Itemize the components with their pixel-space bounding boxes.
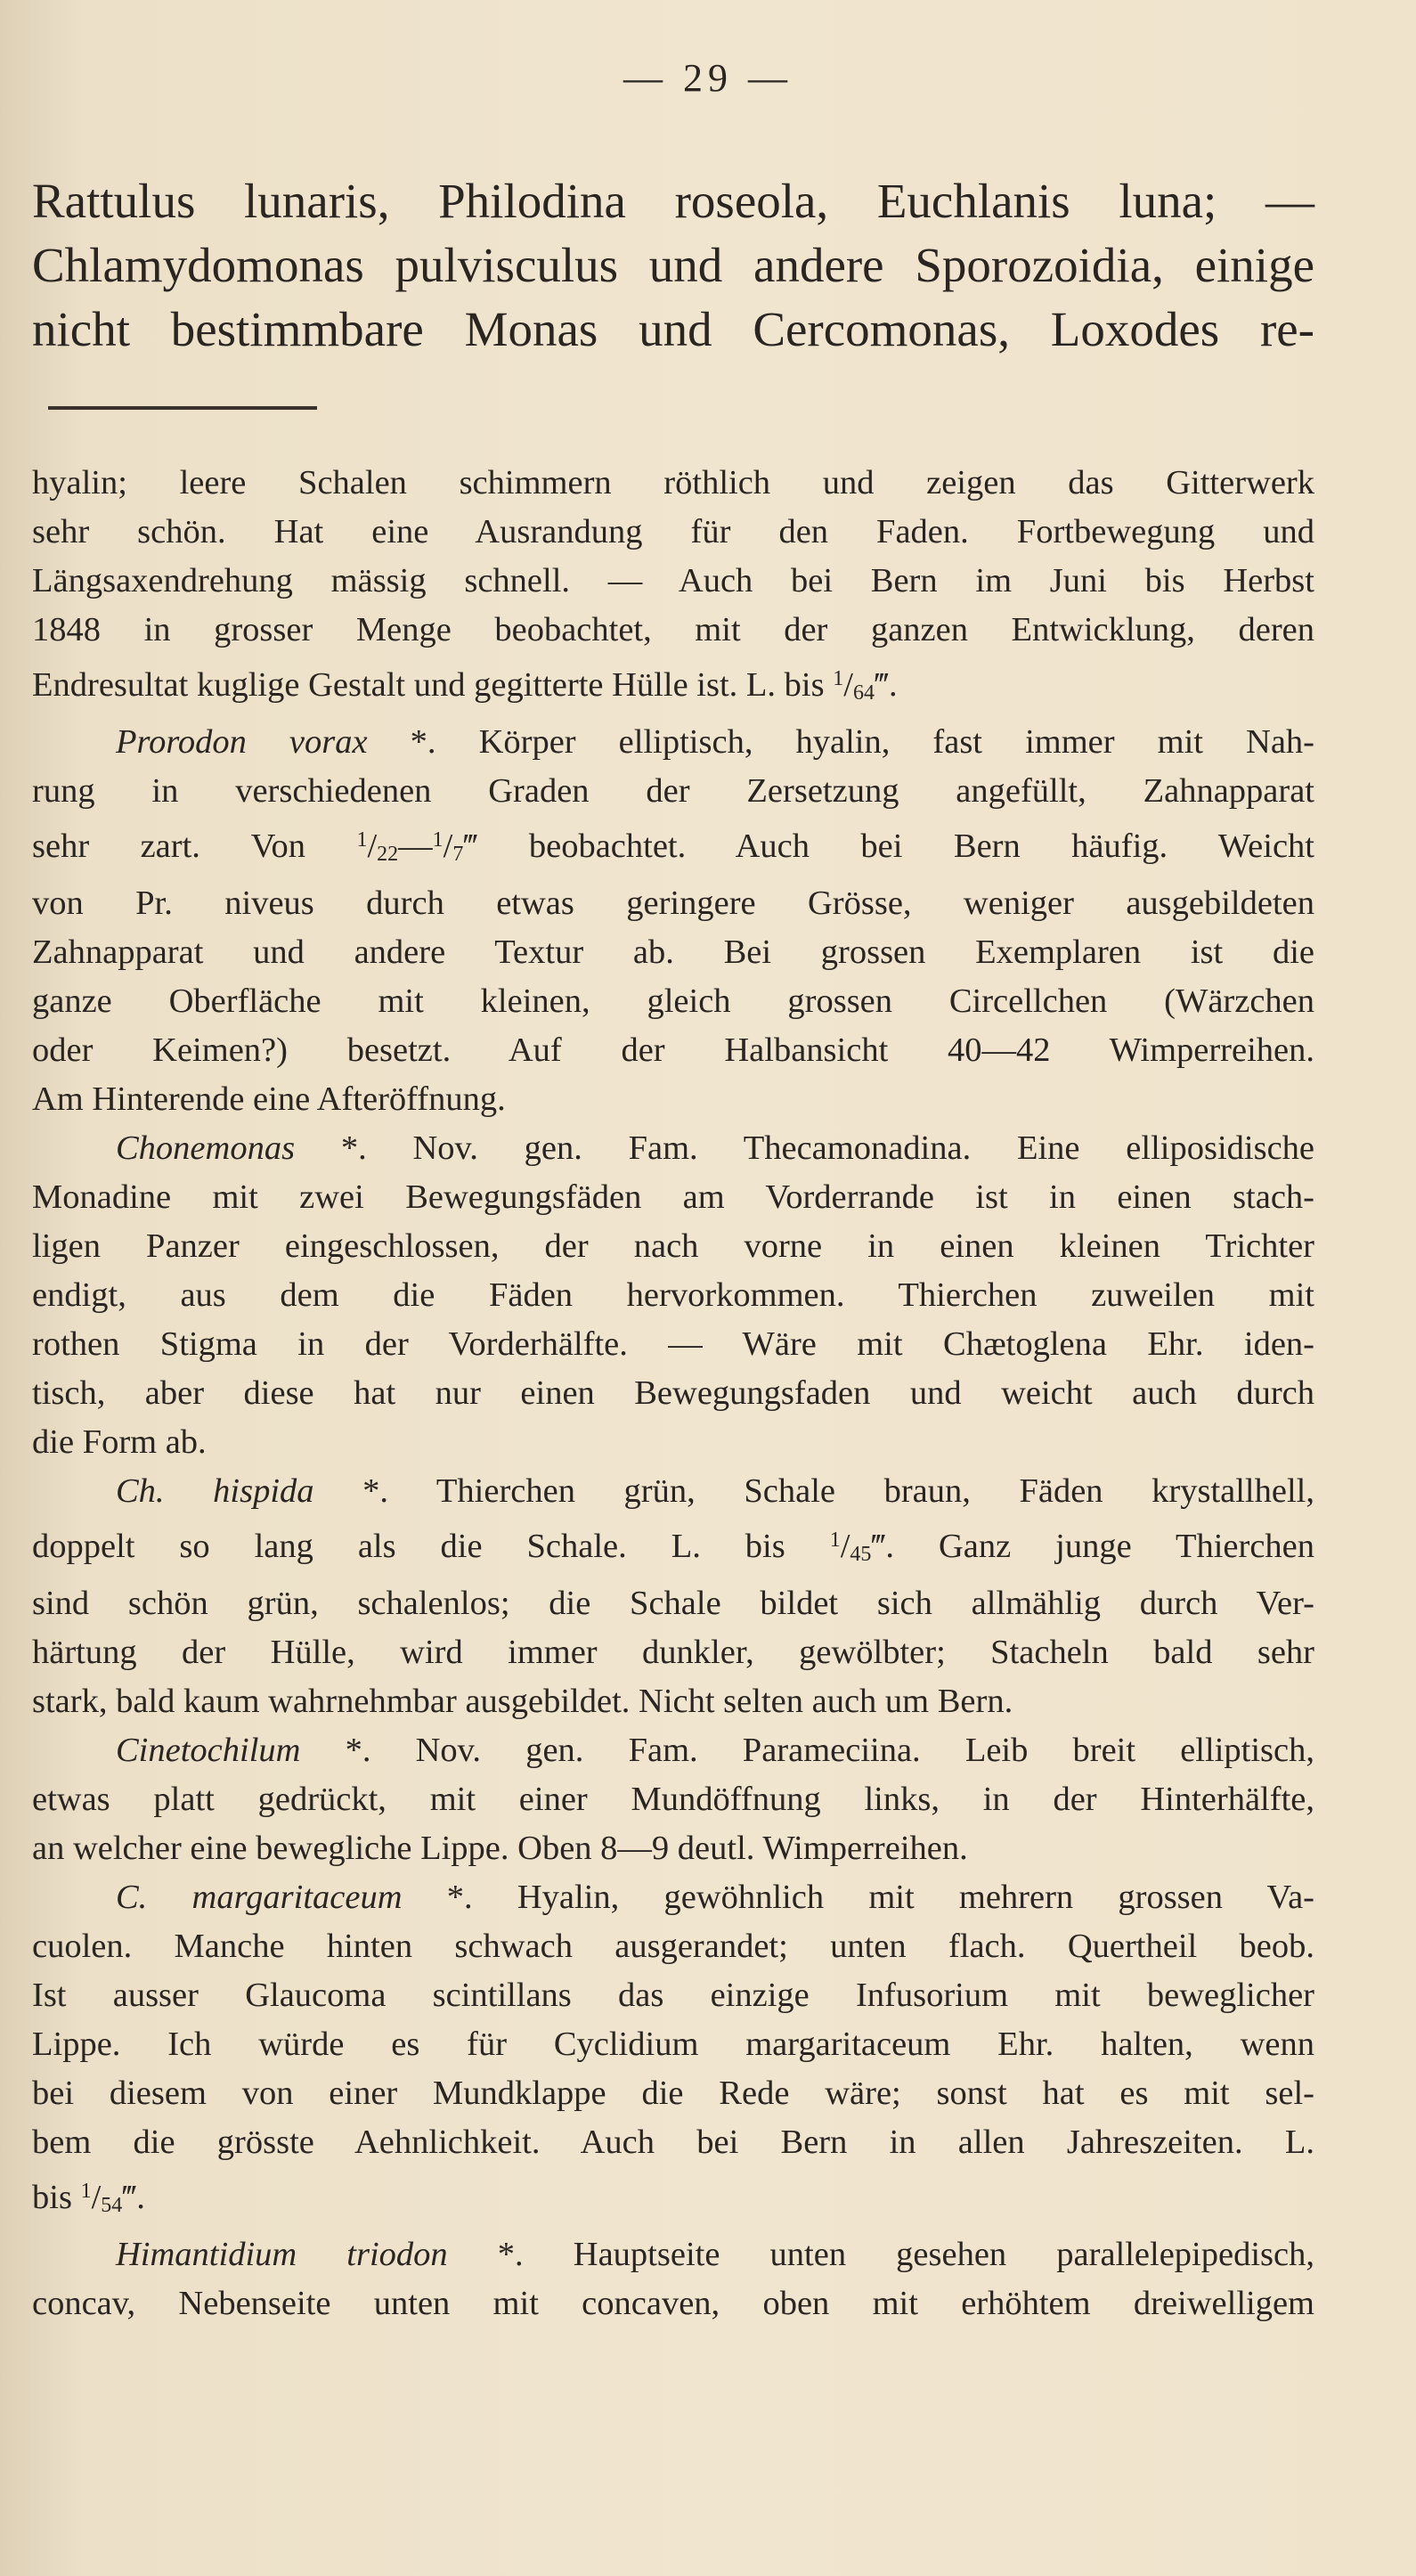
text-line: stark, bald kaum wahrnehmbar ausgebildet. Nicht selten auch um Bern. (32, 1683, 1013, 1720)
text-segment: sehr zart. Von (32, 827, 357, 865)
text-line: sehr schön. Hat eine Ausrandung für den Faden. Fortbewegung und (32, 513, 1314, 550)
large-text-line: Chlamydomonas pulvisculus und andere Sporozoidia, einige (32, 238, 1314, 292)
text-line: rung in verschiedenen Graden der Zersetzung angefüllt, Zahnapparat (32, 772, 1314, 810)
text-segment: *. Körper elliptisch, hyalin, fast immer mit Nah- (367, 723, 1314, 761)
section-separator-rule (48, 406, 317, 410)
text-line: etwas platt gedrückt, mit einer Mundöffnung links, in der Hinterhälfte, (32, 1781, 1314, 1818)
species-name: Prorodon vorax (116, 723, 368, 761)
fraction-numerator: 1 (833, 667, 844, 690)
large-text-line: Rattulus lunaris, Philodina roseola, Euchlanis luna; — (32, 174, 1314, 228)
text-line: von Pr. niveus durch etwas geringere Grösse, weniger ausgebildeten (32, 884, 1314, 922)
text-line (32, 1467, 1314, 1516)
text-segment: *. Thierchen grün, Schale braun, Fäden krystallhell, (313, 1472, 1314, 1510)
main-text-block (32, 459, 1314, 2328)
text-line (32, 718, 1314, 767)
text-line: sehr zart. Von $^1/_{22}—^1/_7‴$ beobachtet. Auch bei Bern häufig. Weicht (32, 827, 1314, 866)
text-segment: ‴. (874, 666, 898, 704)
text-line: hyalin; leere Schalen schimmern röthlich und zeigen das Gitterwerk (32, 464, 1314, 501)
text-line (32, 1726, 1314, 1775)
text-line: die Form ab. (32, 1423, 207, 1461)
text-segment: ‴. Ganz junge Thierchen (871, 1528, 1315, 1565)
text-segment: *. Hauptseite unten gesehen parallelepipedisch, (447, 2236, 1314, 2273)
text-line (32, 2230, 1314, 2279)
text-line: bis $^1/_{54}‴$. (32, 2179, 145, 2217)
text-line: tisch, aber diese hat nur einen Bewegungsfaden und weicht auch durch (32, 1374, 1314, 1412)
fraction-numerator: 1 (356, 828, 368, 852)
text-line (32, 1124, 1314, 1173)
text-segment: *. Nov. gen. Fam. Parameciina. Leib breit elliptisch, (300, 1732, 1314, 1769)
text-segment: *. Hyalin, gewöhnlich mit mehrern grossen Va- (402, 1879, 1314, 1916)
genus-name: Cinetochilum (116, 1732, 301, 1769)
text-line: Lippe. Ich würde es für Cyclidium margaritaceum Ehr. halten, wenn (32, 2026, 1314, 2063)
text-line: an welcher eine bewegliche Lippe. Oben 8—9 deutl. Wimperreihen. (32, 1830, 968, 1867)
text-segment: bis (32, 2179, 81, 2216)
text-line: bei diesem von einer Mundklappe die Rede wäre; sonst hat es mit sel- (32, 2075, 1314, 2112)
text-segment: doppelt so lang als die Schale. L. bis (32, 1528, 830, 1565)
text-line: Am Hinterende eine Afteröffnung. (32, 1080, 506, 1118)
text-line: concav, Nebenseite unten mit concaven, oben mit erhöhtem dreiwelligem (32, 2285, 1314, 2322)
species-name: Himantidium triodon (116, 2236, 448, 2273)
text-line: rothen Stigma in der Vorderhälfte. — Wäre mit Chætoglena Ehr. iden- (32, 1325, 1314, 1363)
text-line: Zahnapparat und andere Textur ab. Bei grossen Exemplaren ist die (32, 933, 1314, 971)
text-line: ganze Oberfläche mit kleinen, gleich grossen Circellchen (Wärzchen (32, 982, 1314, 1020)
text-line: Monadine mit zwei Bewegungsfäden am Vorderrande ist in einen stach- (32, 1178, 1314, 1216)
fraction-denominator: 7 (452, 843, 464, 866)
text-segment: Endresultat kuglige Gestalt und gegitterte Hülle ist. L. bis (32, 666, 834, 704)
fraction-numerator: 1 (432, 828, 444, 852)
fraction-denominator: 54 (101, 2194, 123, 2217)
text-line: 1848 in grosser Menge beobachtet, mit der ganzen Entwicklung, deren (32, 611, 1314, 648)
text-line (32, 1873, 1314, 1922)
text-line: bem die grösste Aehnlichkeit. Auch bei Bern in allen Jahreszeiten. L. (32, 2124, 1314, 2161)
species-name: C. margaritaceum (116, 1879, 403, 1916)
text-line: härtung der Hülle, wird immer dunkler, gewölbter; Stacheln bald sehr (32, 1634, 1314, 1671)
text-segment: *. Nov. gen. Fam. Thecamonadina. Eine elliposidische (295, 1129, 1314, 1167)
fraction-denominator: 45 (850, 1543, 872, 1566)
text-line: ligen Panzer eingeschlossen, der nach vorne in einen kleinen Trichter (32, 1227, 1314, 1265)
page-number: — 29 — (623, 56, 793, 100)
fraction-denominator: 64 (852, 681, 875, 705)
text-segment: — (398, 827, 433, 865)
text-line: Ist ausser Glaucoma scintillans das einzige Infusorium mit beweglicher (32, 1977, 1314, 2014)
text-segment: ‴ beobachtet. Auch bei Bern häufig. Weicht (463, 827, 1314, 865)
text-line: oder Keimen?) besetzt. Auf der Halbansicht 40—42 Wimperreihen. (32, 1031, 1314, 1069)
text-segment: ‴. (122, 2179, 145, 2216)
text-line: sind schön grün, schalenlos; die Schale bildet sich allmählig durch Ver- (32, 1585, 1314, 1622)
text-line: Längsaxendrehung mässig schnell. — Auch bei Bern im Juni bis Herbst (32, 562, 1314, 599)
text-line: endigt, aus dem die Fäden hervorkommen. Thierchen zuweilen mit (32, 1276, 1314, 1314)
text-line: cuolen. Manche hinten schwach ausgerandet; unten flach. Quertheil beob. (32, 1928, 1314, 1965)
text-line: Endresultat kuglige Gestalt und gegitterte Hülle ist. L. bis $^1/_{64}‴$. (32, 666, 898, 705)
large-text-line: nicht bestimmbare Monas und Cercomonas, Loxodes re- (32, 302, 1314, 356)
fraction-denominator: 22 (377, 843, 399, 866)
fraction-numerator: 1 (829, 1528, 841, 1552)
footnote-continuation-paragraph (32, 169, 1314, 362)
text-line: doppelt so lang als die Schale. L. bis $^1/_{45}‴$. Ganz junge Thierchen (32, 1528, 1315, 1566)
species-name: Ch. hispida (116, 1472, 314, 1510)
genus-name: Chonemonas (116, 1129, 296, 1167)
fraction-numerator: 1 (80, 2180, 92, 2203)
